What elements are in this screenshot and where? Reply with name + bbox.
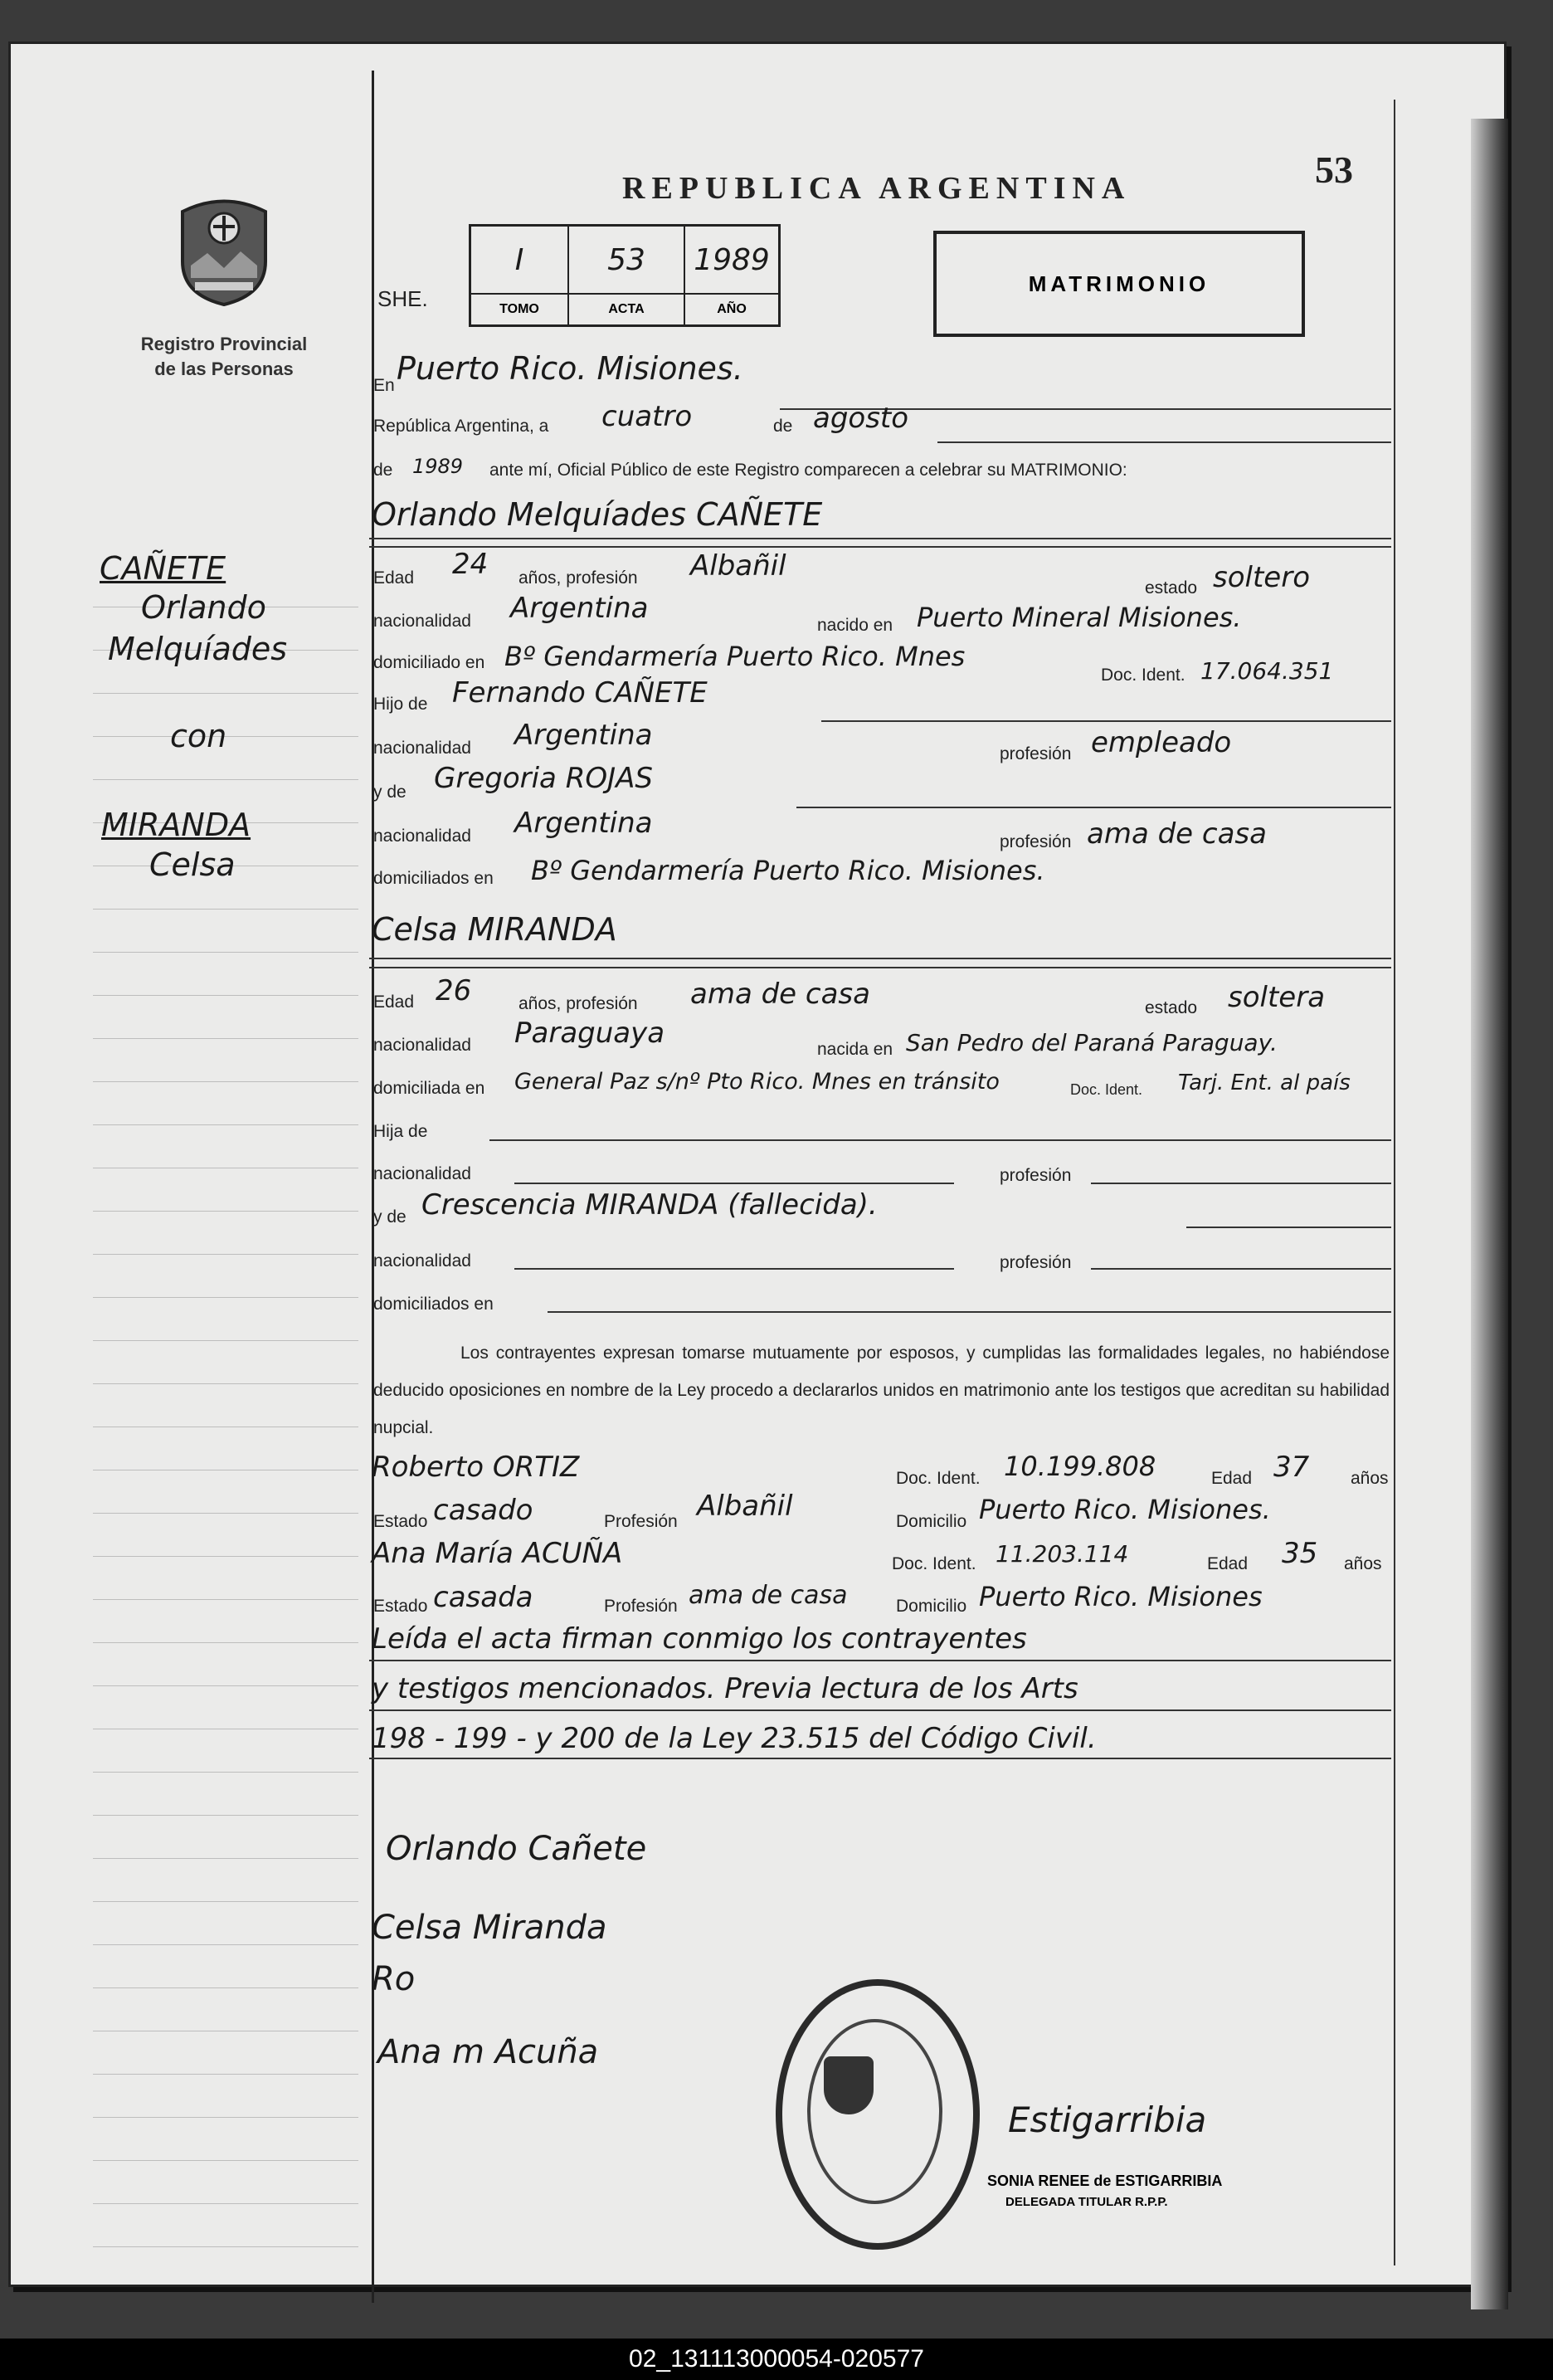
margin-surname-bride: MIRANDA [101,807,251,843]
provincial-crest-icon [170,195,278,307]
groom-doc: 17.064.351 [1200,657,1334,685]
parents-address: Bº Gendarmería Puerto Rico. Misiones. [531,855,1045,886]
label-anos: años [1351,1469,1389,1488]
declaration-text: Los contrayentes expresan tomarse mutuamente por esposos, y cumplidas las formalidades legales, no habiéndose deducido oposiciones en nombre de la Ley procedo a declararlos unidos en matrimonio ante los testigos que acreditan su habilidad nupcial. [373,1344,1390,1437]
bride-name: Celsa MIRANDA [372,911,617,948]
groom-status: soltero [1213,561,1310,594]
she-label: SHE. [377,286,428,311]
groom-mother: Gregoria ROJAS [434,762,653,795]
label-profesion: Profesión [604,1597,678,1616]
groom-profession: Albañil [690,549,786,583]
groom-age: 24 [452,548,489,581]
label-edad: Edad [1211,1469,1253,1488]
rule [489,1139,1391,1141]
label-en: En [373,376,395,395]
rule [369,958,1391,959]
registry-name [108,332,340,382]
label-nacionalidad: nacionalidad [373,1164,471,1183]
tomo-value: I [471,227,569,293]
closing-line-2: y testigos mencionados. Previa lectura de los Arts [372,1672,1078,1705]
label-domiciliado: domiciliado en [373,653,485,672]
signature-officer: Estigarribia [1008,2100,1207,2140]
label-profesion: profesión [1000,1253,1072,1272]
witness2-doc: 11.203.114 [996,1540,1129,1568]
witness2-age: 35 [1282,1537,1318,1570]
page-number: 53 [1315,149,1353,191]
ano-label: AÑO [685,293,778,324]
witness1-doc: 10.199.808 [1004,1451,1156,1482]
bride-doc: Tarj. Ent. al país [1178,1071,1351,1095]
father-profession: empleado [1091,726,1232,759]
groom-nationality: Argentina [510,592,649,625]
acta-label: ACTA [569,293,685,324]
day-value: cuatro [601,400,693,433]
file-id-footer: 02_131113000054-020577 [0,2339,1553,2380]
witness2-address: Puerto Rico. Misiones [979,1581,1263,1612]
label-y-de: y de [373,1207,407,1227]
year-value: 1989 [412,455,464,478]
label-nacido: nacido en [817,616,893,635]
rule [369,1758,1391,1759]
groom-address: Bº Gendarmería Puerto Rico. Mnes [504,641,966,672]
label-profesion: profesión [1000,832,1072,851]
label-nacionalidad: nacionalidad [373,1036,471,1055]
officer-stamp-title: DELEGADA TITULAR R.P.P. [1005,2195,1168,2209]
signature-bride: Celsa Miranda [372,1909,607,1947]
country-title: REPUBLICA ARGENTINA [622,171,1132,206]
label-hija: Hija de [373,1122,428,1141]
rule [796,807,1391,808]
label-nacida: nacida en [817,1040,893,1059]
father-nationality: Argentina [514,719,653,752]
rule [548,1311,1391,1313]
record-type-box: MATRIMONIO [933,231,1305,337]
label-profesion: Profesión [604,1512,678,1531]
page-edge [1471,119,1508,2309]
tomo-acta-ano-box [469,224,781,327]
witness2-profession: ama de casa [689,1581,848,1610]
rule [937,441,1391,443]
rule [369,538,1391,539]
label-doc: Doc. Ident. [892,1554,976,1573]
acta-value: 53 [569,227,685,293]
groom-name: Orlando Melquíades CAÑETE [372,496,823,533]
closing-line-3: 198 - 199 - y 200 de la Ley 23.515 del Código Civil. [372,1722,1097,1755]
margin-name-groom: Orlando [141,589,266,626]
label-edad: Edad [373,568,415,588]
bride-birthplace: San Pedro del Paraná Paraguay. [906,1029,1278,1056]
label-profesion: profesión [1000,744,1072,763]
witness2-name: Ana María ACUÑA [372,1537,623,1570]
rule [369,967,1391,968]
witness2-status: casada [433,1581,533,1614]
label-nacionalidad: nacionalidad [373,1251,471,1270]
label-estado: estado [1145,998,1198,1017]
label-doc: Doc. Ident. [1070,1081,1143,1098]
label-de: de [773,417,793,436]
label-de-year: de [373,461,393,480]
closing-line-1: Leída el acta firman conmigo los contrayentes [372,1622,1027,1656]
right-rule [1394,100,1395,2265]
label-estado: estado [1145,578,1198,597]
label-nacionalidad: nacionalidad [373,739,471,758]
rule [1091,1183,1391,1184]
witness1-age: 37 [1273,1451,1310,1484]
label-edad: Edad [1207,1554,1249,1573]
groom-father: Fernando CAÑETE [452,676,708,710]
bride-profession: ama de casa [690,978,870,1011]
officer-stamp-name: SONIA RENEE de ESTIGARRIBIA [987,2173,1223,2189]
witness1-address: Puerto Rico. Misiones. [979,1494,1271,1525]
ano-value: 1989 [694,242,770,277]
label-estado: Estado [373,1512,428,1531]
label-domicilio: Domicilio [896,1512,967,1531]
bride-nationality: Paraguaya [514,1017,665,1050]
witness1-status: casado [433,1494,533,1527]
witness1-profession: Albañil [697,1490,793,1523]
label-doc: Doc. Ident. [1101,666,1185,685]
label-republica: República Argentina, a [373,417,549,436]
margin-middle-groom: Melquíades [108,631,288,667]
label-hijo: Hijo de [373,695,428,714]
label-y-de: y de [373,783,407,802]
rule [821,720,1391,722]
label-domiciliados: domiciliados en [373,1295,494,1314]
label-profesion: profesión [1000,1166,1072,1185]
label-anos-profesion: años, profesión [518,568,638,588]
label-domicilio: Domicilio [896,1597,967,1616]
intro-text: ante mí, Oficial Público de este Registro comparecen a celebrar su MATRIMONIO: [489,461,1127,480]
rule [514,1183,954,1184]
bride-age: 26 [436,974,472,1007]
official-seal-stamp [776,1979,980,2250]
mother-nationality: Argentina [514,807,653,840]
mother-profession: ama de casa [1087,817,1267,851]
tomo-label: TOMO [471,293,569,324]
label-estado: Estado [373,1597,428,1616]
label-anos-profesion: años, profesión [518,994,638,1013]
margin-name-bride: Celsa [149,846,236,883]
bride-status: soltera [1228,981,1326,1014]
rule [369,546,1391,548]
margin-con: con [170,718,227,754]
label-nacionalidad: nacionalidad [373,827,471,846]
witness1-name: Roberto ORTIZ [372,1451,580,1484]
registry-line-1: Registro Provincial [140,334,308,354]
label-domiciliada: domiciliada en [373,1079,485,1098]
groom-birthplace: Puerto Mineral Misiones. [917,602,1242,633]
month-value: agosto [813,402,909,435]
rule [1186,1227,1391,1228]
label-anos: años [1344,1554,1382,1573]
rule [1091,1268,1391,1270]
signature-groom: Orlando Cañete [386,1830,647,1868]
bride-address: General Paz s/nº Pto Rico. Mnes en tránsito [514,1069,1000,1095]
label-edad: Edad [373,992,415,1012]
label-domiciliados: domiciliados en [373,869,494,888]
margin-surname-groom: CAÑETE [100,550,226,587]
label-nacionalidad: nacionalidad [373,612,471,631]
signature-witness1: Ro [372,1960,416,1998]
signature-witness2: Ana m Acuña [377,2033,599,2071]
label-doc: Doc. Ident. [896,1469,981,1488]
rule [369,1709,1391,1711]
bride-mother: Crescencia MIRANDA (fallecida). [421,1188,878,1222]
rule [369,1660,1391,1661]
rule [514,1268,954,1270]
place-value: Puerto Rico. Misiones. [397,350,743,387]
registry-line-2: de las Personas [154,358,294,379]
